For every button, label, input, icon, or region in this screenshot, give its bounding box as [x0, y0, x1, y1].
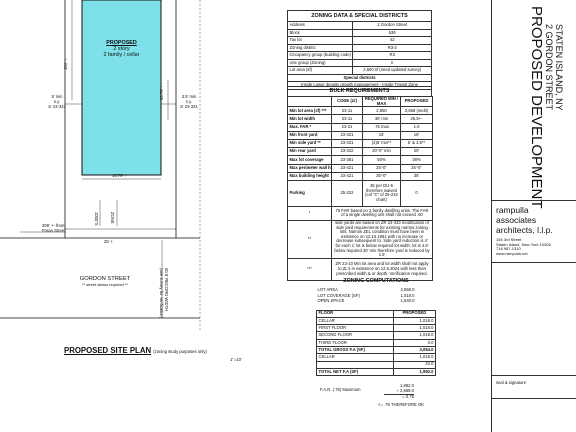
firm-line: rampulla — [496, 205, 529, 215]
floor-label: SECOND FLOOR — [317, 332, 394, 339]
note-row — [288, 220, 433, 258]
table-row — [316, 299, 416, 305]
table-row — [317, 332, 436, 339]
side-yard-left-line: zr 23-331 — [48, 103, 66, 109]
side-yard-left-line: 5' min — [51, 94, 63, 99]
record-width-line: 60.0' RECORD WIDTH — [164, 268, 169, 312]
bulk-proposed: 25.5+- — [401, 115, 433, 123]
bulk-label: Parking — [288, 180, 332, 206]
zd-label: Block — [288, 29, 353, 37]
net-label: TOTAL NET F.A (SF) — [317, 368, 394, 375]
street-status-note: ** street status required ** — [81, 281, 129, 287]
zd-value: 536 — [353, 29, 432, 37]
summary-value: 2,658.0 — [400, 287, 415, 293]
bulk-required: 35 per DU-5 therefore waived (col "C" of 25-222 chart) — [363, 180, 401, 206]
zd-value: 42 — [353, 37, 432, 45]
contact-line: 718 987-1310 — [496, 246, 521, 252]
dim-bottom: 16.79' + — [112, 173, 127, 178]
zd-label: Address — [288, 22, 353, 30]
computations-summary — [316, 288, 416, 305]
dim-right-vertical: 60.75' + — [159, 85, 164, 100]
far-note: <= .75 THEREFORE OK — [378, 402, 425, 407]
far-calc — [384, 384, 414, 399]
street-name-label: GORDON STREET — [79, 276, 131, 282]
table-row — [288, 148, 433, 156]
title-block — [491, 0, 576, 432]
project-address-2 — [554, 24, 564, 111]
vertical-note — [93, 212, 98, 226]
bulk-code: 23-421 — [332, 172, 363, 180]
scale-label: 1"=10' — [230, 357, 242, 362]
deduction-label — [317, 361, 394, 368]
firm-contact — [496, 238, 551, 256]
far-calc-line: = 0.75 — [402, 393, 414, 399]
site-plan-title-note: (zoning study purposes only) — [153, 349, 207, 354]
vertical-note-2 — [109, 212, 114, 224]
bulk-required: .75 max — [363, 123, 401, 131]
column-header — [288, 97, 332, 107]
bulk-code: 23-421 — [332, 164, 363, 172]
deduction-value: 1,018.0 — [393, 354, 435, 361]
floor-area-table — [316, 310, 436, 377]
firm-name — [496, 206, 553, 235]
table-row — [288, 172, 433, 180]
table-row — [288, 37, 432, 45]
side-yard-right-line: 3.5' min — [181, 94, 197, 99]
summary-label: LOT COVERAGE (SF) — [317, 292, 360, 298]
block-divider-3 — [492, 375, 576, 376]
zd-value: R3-2 — [353, 44, 432, 52]
table-row — [288, 44, 432, 52]
floor-label: THIRD FLOOR — [317, 339, 394, 346]
dim-top-left: 104' + — [63, 58, 68, 70]
site-plan-title-text: PROPOSED SITE PLAN — [64, 346, 152, 355]
gross-label: TOTAL GROSS F.A (SF) — [317, 346, 394, 353]
bulk-proposed: 5' & 3.5** — [401, 139, 433, 147]
table-row — [288, 180, 433, 206]
table-row — [288, 156, 433, 164]
block-divider-2 — [492, 262, 576, 263]
table-row — [317, 339, 436, 346]
record-width — [158, 268, 168, 318]
bulk-proposed: 35' — [401, 172, 433, 180]
table-row — [288, 52, 432, 60]
table-row — [317, 346, 436, 353]
column-header: FLOOR — [317, 310, 394, 317]
bulk-label: Min rear yard — [288, 148, 332, 156]
table-row — [288, 164, 433, 172]
table-row — [288, 22, 432, 30]
bulk-code: 23-331 — [332, 139, 363, 147]
floor-value: 1,018.0 — [393, 325, 435, 332]
bulk-proposed: 38% — [401, 156, 433, 164]
firm-line: associates — [496, 214, 537, 225]
summary-label: OPEN SPACE — [317, 298, 345, 304]
bulk-code: 23-361 — [332, 156, 363, 164]
note-mark: ** — [288, 220, 332, 258]
address-line: 2 GORDON STREET — [544, 24, 554, 111]
table-row — [288, 131, 433, 139]
table-row — [288, 59, 432, 67]
contact-line: www.rampulla.net — [496, 250, 528, 256]
bulk-required: 25'-0" — [363, 164, 401, 172]
note-mark: * — [288, 206, 332, 220]
bulk-code: 23-321 — [332, 131, 363, 139]
zd-label: Tax lot — [288, 37, 353, 45]
note-text: 75 FAR based on 2 family dwelling units. The FAR of a single dwelling unit shall not exceed .60 — [332, 206, 433, 220]
table-row — [288, 74, 432, 82]
bulk-proposed: 18' — [401, 131, 433, 139]
gross-value: 3,054.0 — [393, 346, 435, 353]
note-mark: *** — [288, 258, 332, 280]
bulk-required: (2)5' min** — [363, 139, 401, 147]
vertical-note-line: ZONE — [110, 212, 115, 224]
table-header-row — [288, 97, 433, 107]
bulk-title: BULK REQUIREMENTS — [287, 86, 432, 96]
record-width-line: (see survey for verification) — [159, 268, 165, 319]
site-plan-title — [64, 346, 207, 355]
computations-title: ZONING COMPUTATIONS — [343, 278, 409, 284]
summary-label: LOT AREA — [317, 287, 338, 293]
block-divider-4 — [492, 398, 576, 399]
bulk-code: 23-11 — [332, 107, 363, 115]
bulk-code: 23-342 — [332, 148, 363, 156]
bulk-code: 25-222 — [332, 180, 363, 206]
zd-value: II — [353, 59, 432, 67]
address-line: STATEN ISLAND, NY — [554, 24, 564, 111]
bulk-label: Max lot coverage — [288, 156, 332, 164]
table-row — [317, 325, 436, 332]
side-yard-right-line: s.y. — [185, 98, 193, 104]
zoning-data-panel — [287, 10, 432, 90]
building-label — [82, 40, 161, 59]
bulk-required: 2,850 — [363, 107, 401, 115]
side-yard-right — [176, 95, 202, 109]
proposed-building — [82, 0, 161, 175]
special-districts-value: Inside Lower density growth management - Inside Transit Zone — [288, 82, 432, 90]
deduction-value: 44.0 — [393, 361, 435, 368]
net-value: 1,992.0 — [393, 368, 435, 375]
far-calc-line: 1,992.0 — [400, 383, 414, 388]
bulk-proposed: 2,658 (sedit) — [401, 107, 433, 115]
floor-label: CELLAR — [317, 317, 394, 324]
table-row — [317, 361, 436, 368]
zd-label: Use group (Zoning) — [288, 59, 353, 67]
block-divider-1 — [492, 200, 576, 201]
building-label-line: 2 story — [113, 46, 130, 53]
lot-depth-line: Frean Street — [42, 227, 66, 233]
table-row — [317, 368, 436, 375]
floor-value: 0.0 — [393, 339, 435, 346]
table-header-row — [317, 310, 436, 317]
zd-label: Occupancy group (building code) — [288, 52, 353, 60]
far-label: F.A.R. (.75) Maximum — [320, 387, 361, 392]
firm-line: architects, l.l.p. — [496, 224, 553, 235]
bulk-label: Min side yard ** — [288, 139, 332, 147]
bulk-required: 50% — [363, 156, 401, 164]
floor-value: 1,018.0 — [393, 317, 435, 324]
floor-label: FIRST FLOOR — [317, 325, 394, 332]
zoning-data-title: ZONING DATA & SPECIAL DISTRICTS — [287, 10, 432, 21]
building-label-line: 2 family / cellar — [103, 52, 140, 59]
bulk-proposed: 20' — [401, 148, 433, 156]
deduction-label: CELLAR — [317, 354, 394, 361]
bulk-proposed: 0 — [401, 180, 433, 206]
bulk-label: Min lot area (sf) *** — [288, 107, 332, 115]
side-yard-left — [44, 95, 70, 109]
zd-value: 2 Gordon Street — [353, 22, 432, 30]
bulk-label: Min lot width — [288, 115, 332, 123]
table-row — [288, 123, 433, 131]
bulk-label: Max. FAR * — [288, 123, 332, 131]
project-address — [544, 24, 554, 110]
table-row — [317, 317, 436, 324]
contact-line: 155 3rd Street — [496, 237, 522, 242]
table-row — [288, 29, 432, 37]
bulk-label: Max building height — [288, 172, 332, 180]
building-label-line: PROPOSED — [106, 40, 137, 46]
note-text: ZR 23-10 Min lot area and lot width shall not apply to ZL's in existence on 12.5.2024 with less than prescribed width & or depth. Verification required. — [332, 258, 433, 280]
lot-depth-label — [42, 224, 65, 234]
bulk-code: 23-11 — [332, 115, 363, 123]
column-header: REQUIRED MIN / MAX — [363, 97, 401, 107]
special-districts-header: Special districts — [288, 74, 432, 82]
bulk-code: 23-21 — [332, 123, 363, 131]
zd-value: 2,600 sf (need updated survey) — [353, 67, 432, 75]
note-text: side yards are based on ZR 23-333 modification of side yard requirements for existing narrow zoning lots. Narrow ZEL condition must have been in existence on 12.15.1961 with no increase or decrease subsequent to. Side yard reduction is 4' for each 1' lot is below required lot width. lot is 4.5' below required 30' min therefore yard is reduced by 1.5' — [332, 220, 433, 258]
table-row — [288, 107, 433, 115]
vertical-note-line: 1000"S — [94, 212, 99, 226]
bulk-required: 30' min — [363, 115, 401, 123]
column-header: PROPOSED — [393, 310, 435, 317]
bulk-required: 15' — [363, 131, 401, 139]
floor-value: 1,018.0 — [393, 332, 435, 339]
zoning-data-table — [287, 21, 432, 90]
frontage-label: 25' + — [104, 239, 114, 244]
zoning-computations-panel — [316, 278, 436, 407]
table-row — [288, 139, 433, 147]
bulk-proposed: 25'-0" — [401, 164, 433, 172]
zd-value: R3 — [353, 52, 432, 60]
column-header: PROPOSED — [401, 97, 433, 107]
bulk-required: 20'-0" min — [363, 148, 401, 156]
bulk-label: Max perimeter wall ht — [288, 164, 332, 172]
bulk-table — [287, 96, 433, 281]
summary-value: 1,640.0 — [400, 298, 415, 304]
side-yard-left-line: s.y. — [53, 98, 61, 104]
summary-value: 1,018.0 — [400, 292, 415, 298]
project-title: PROPOSED DEVELOPMENT — [528, 6, 545, 209]
bulk-proposed: 1.0 — [401, 123, 433, 131]
bulk-label: Min front yard — [288, 131, 332, 139]
zd-label: Lot area (sf) — [288, 67, 353, 75]
zd-label: Zoning district — [288, 44, 353, 52]
far-calc-line: ÷ 2,658.0 — [384, 389, 414, 395]
table-row — [288, 115, 433, 123]
note-row — [288, 206, 433, 220]
street-name — [60, 276, 150, 287]
side-yard-right-line: zr 23-331 — [180, 103, 198, 109]
lot-depth-line: 308' +- from — [42, 223, 65, 228]
table-row — [317, 354, 436, 361]
seal-label: seal & signature — [496, 380, 527, 385]
bulk-requirements-panel — [287, 86, 432, 281]
table-row — [288, 67, 432, 75]
column-header: CODE (zr) — [332, 97, 363, 107]
contact-line: Staten Island, New York 10306 — [496, 241, 551, 247]
bulk-required: 35'-0" — [363, 172, 401, 180]
